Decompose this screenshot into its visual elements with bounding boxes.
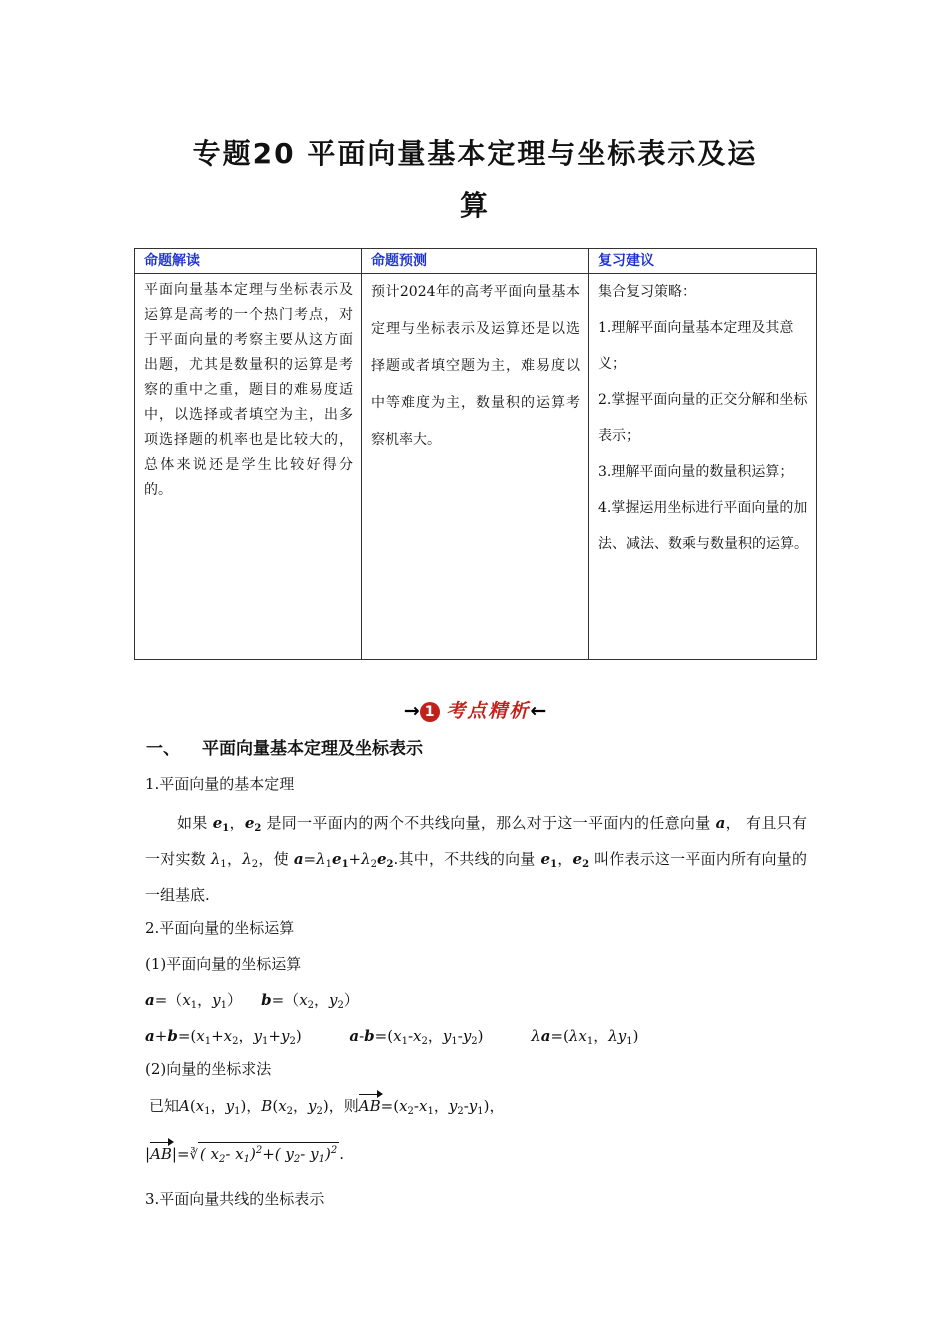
header-interpretation: 命题解读 xyxy=(135,249,362,274)
section-banner xyxy=(0,697,950,725)
suggestion-item: 4.掌握运用坐标进行平面向量的加法、减法、数乘与数量积的运算。 xyxy=(598,500,808,552)
section-number-badge: 1 xyxy=(420,702,440,722)
suggestion-item: 2.掌握平面向量的正交分解和坐标表示； xyxy=(598,392,808,444)
suggestion-item: 1.理解平面向量基本定理及其意义； xyxy=(598,320,794,372)
suggestion-item: 集合复习策略： xyxy=(598,284,696,300)
table-body-row xyxy=(135,274,817,660)
cell-interpretation: 平面向量基本定理与坐标表示及运算是高考的一个热门考点，对于平面向量的考察主要从这方面出题，尤其是数量积的运算是考察的重中之重，题目的难易度适中，以选择或者填空为主，出多项选择题的机率也是比较大的，总体来说还是学生比较好得分的。 xyxy=(135,274,362,660)
suggestion-item: 3.理解平面向量的数量积运算； xyxy=(598,464,794,480)
header-prediction: 命题预测 xyxy=(362,249,589,274)
subheading-coord-find: (2)向量的坐标求法 xyxy=(145,1060,272,1078)
formula-ab-coords: 已知$A(x_1$，$y_1$)，$B(x_2$，$y_2$)，则$AB=(x_2-x_1$，$y_2-y_1$)， xyxy=(149,1097,505,1117)
page-title xyxy=(130,128,820,232)
right-arrow-icon: → xyxy=(403,700,420,722)
theorem-paragraph: 如果 $e_1$，$e_2$ 是同一平面内的两个不共线向量，那么对于这一平面内的任意向量 a， 有且只有一对实数 $\lambda_1$，$\lambda_2$，使 $a=\lambda_1e_1+\lambda_2e_2$.其中，不共线的向量 $e_1$，$e_2$ 叫作表示这一平面内所有向量的一组基底. xyxy=(145,814,807,904)
cell-prediction: 预计2024年的高考平面向量基本定理与坐标表示及运算还是以选择题或者填空题为主，难易度以中等难度为主，数量积的运算考察机率大。 xyxy=(362,274,589,660)
formula-vector-def: $a=(x_1$，$y_1$） $b=(x_2$，$y_2$） xyxy=(145,991,359,1011)
title-line-2: 算 xyxy=(459,189,490,222)
subheading-basic-theorem: 1.平面向量的基本定理 xyxy=(145,775,295,793)
table-header-row xyxy=(135,249,817,274)
subheading-collinear: 3.平面向量共线的坐标表示 xyxy=(145,1190,325,1208)
subheading-coord-ops-1: (1)平面向量的坐标运算 xyxy=(145,955,302,973)
part-heading-text: 平面向量基本定理及坐标表示 xyxy=(202,739,423,759)
overview-table xyxy=(134,248,817,660)
formula-vector-ops: $a+b=(x_1+x_2$，$y_1+y_2$) $a-b=(x_1-x_2$，$y_1-y_2$) $\lambda a=(\lambda x_1$，$\lambda y_1$) xyxy=(145,1027,639,1047)
subheading-coord-ops: 2.平面向量的坐标运算 xyxy=(145,919,295,937)
formula-ab-magnitude: |AB|=∛ ( $x_2-$ $x_1)^2+$( $y_2-$ $y_1)^2$ . xyxy=(145,1142,344,1167)
header-suggestions: 复习建议 xyxy=(589,249,817,274)
part-heading xyxy=(146,736,423,762)
title-line-1: 专题20 平面向量基本定理与坐标表示及运 xyxy=(192,137,758,170)
part-index: 一、 xyxy=(146,739,180,759)
left-arrow-icon: ← xyxy=(530,700,547,722)
section-label: 考点精析 xyxy=(446,700,531,722)
cell-suggestions xyxy=(589,274,817,660)
